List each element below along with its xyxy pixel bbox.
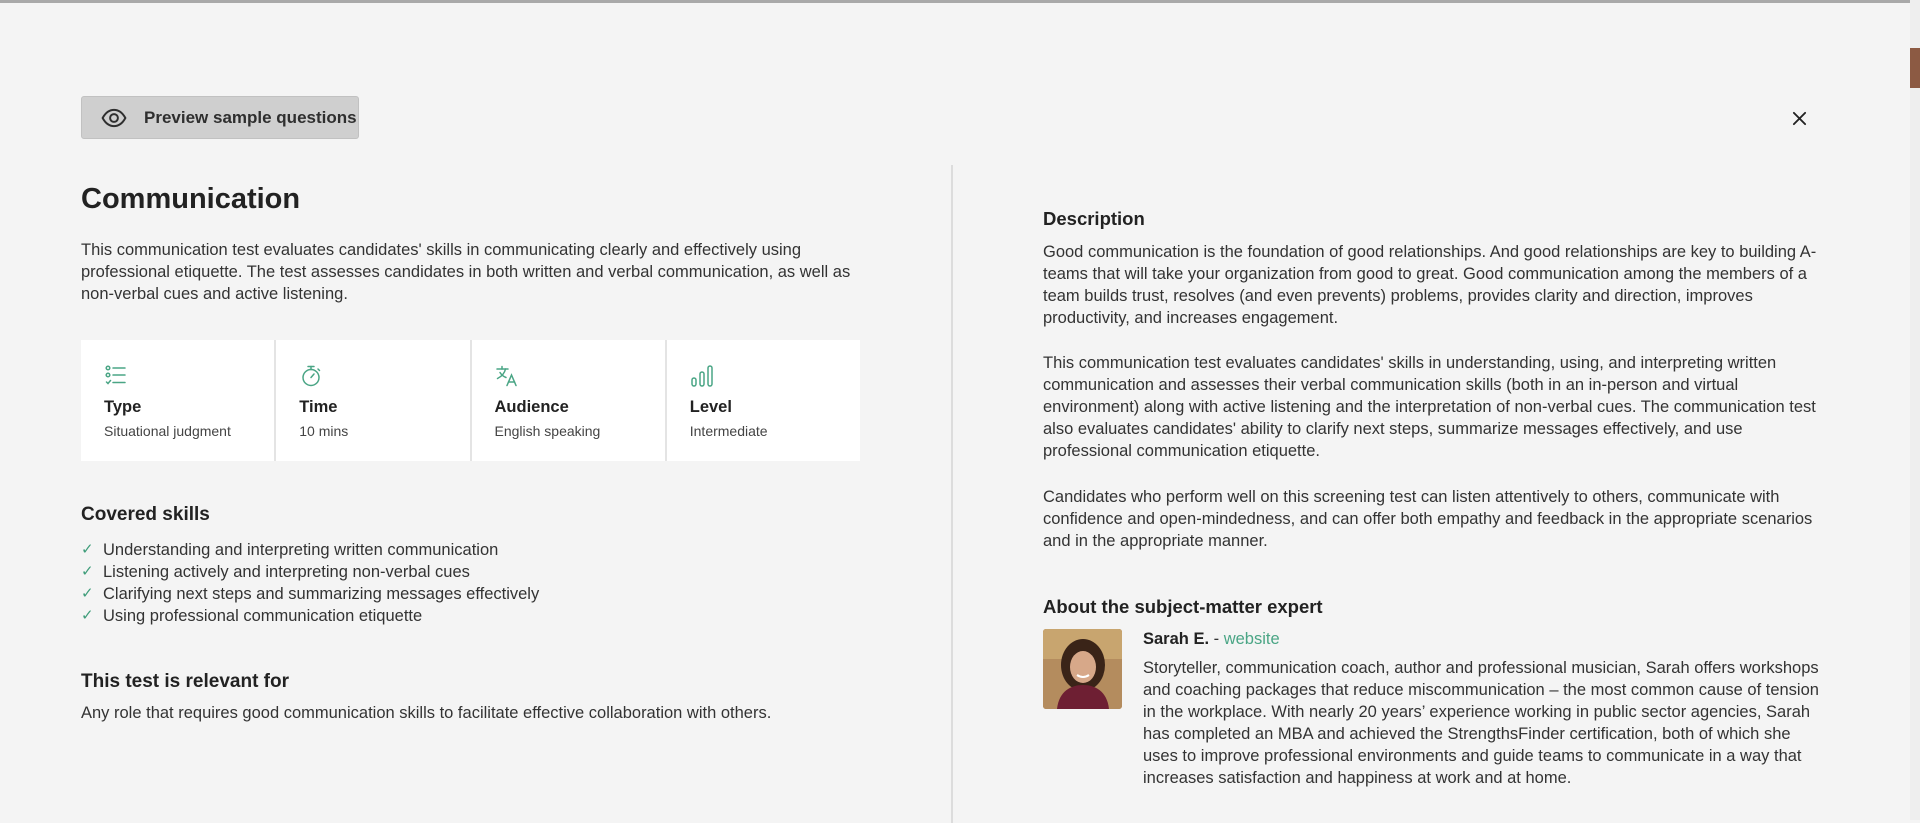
- skill-label: Understanding and interpreting written communication: [103, 541, 499, 559]
- relevant-for-text: Any role that requires good communication skills to facilitate effective collaboration with others.: [81, 704, 772, 722]
- translate-icon: [495, 364, 519, 388]
- info-card-label: Time: [299, 398, 338, 416]
- description-paragraph: This communication test evaluates candidates' skills in understanding, using, and interpreting written communication and assesses their verbal communication skills (both in an in-person and virtual environment) along with active listening and the interpretation of non-verbal cues. The communication test also evaluates candidates' ability to clarify next steps, summarize messages effectively, and use professional communication etiquette.: [1043, 354, 1816, 460]
- info-card-label: Audience: [494, 398, 569, 416]
- skill-label: Using professional communication etiquette: [103, 607, 423, 625]
- close-icon: [1792, 111, 1807, 126]
- info-card-value: English speaking: [494, 423, 601, 439]
- info-card-value: 10 mins: [299, 423, 349, 439]
- description-paragraph: Candidates who perform well on this screening test can listen attentively to others, communicate with confidence and open-mindedness, and can offer both empathy and feedback in the appropriate scenarios and in the appropriate manner.: [1043, 488, 1813, 550]
- test-summary: This communication test evaluates candidates' skills in communicating clearly and effectively using professional etiquette. The test assesses candidates in both written and verbal communication, as well as non-verbal cues and active listening.: [81, 241, 851, 303]
- covered-skills-list: [81, 539, 539, 627]
- expert-name: Sarah E.: [1143, 630, 1210, 648]
- stopwatch-icon: [299, 364, 323, 388]
- relevant-for-heading: This test is relevant for: [81, 671, 290, 692]
- expert-name-line: [1143, 630, 1280, 649]
- expert-bio: Storyteller, communication coach, author and professional musician, Sarah offers workshops and coaching packages that reduce miscommunication – the most common cause of tension in the workplace. With nearly 20 years’ experience working in public sector agencies, Sarah has completed an MBA and achieved the StrengthsFinder certification, both of which she uses to improve professional environments and guide teams to communicate in a way that increases satisfaction and happiness at work and at home.: [1143, 659, 1819, 787]
- checklist-icon: [104, 364, 128, 388]
- expert-heading: About the subject-matter expert: [1043, 596, 1323, 617]
- scrollbar-thumb[interactable]: [1910, 48, 1920, 88]
- column-divider: [951, 165, 953, 823]
- check-icon: ✓: [81, 541, 94, 558]
- test-info-cards: [81, 340, 860, 461]
- level-bars-icon: [690, 364, 714, 388]
- info-card-level: [667, 340, 860, 461]
- name-separator: -: [1209, 630, 1224, 648]
- scrollbar[interactable]: [1910, 0, 1920, 820]
- covered-skills-heading: Covered skills: [81, 504, 210, 525]
- check-icon: ✓: [81, 563, 94, 580]
- skill-label: Clarifying next steps and summarizing messages effectively: [103, 585, 540, 603]
- list-item: [81, 605, 539, 627]
- avatar: [1043, 629, 1122, 709]
- check-icon: ✓: [81, 585, 94, 602]
- info-card-value: Situational judgment: [104, 423, 231, 439]
- skill-label: Listening actively and interpreting non-verbal cues: [103, 563, 470, 581]
- list-item: [81, 561, 539, 583]
- expert-website-link[interactable]: website: [1223, 630, 1280, 648]
- info-card-label: Level: [689, 398, 732, 416]
- description-paragraph: Good communication is the foundation of good relationships. And good relationships are key to building A-teams that will take your organization from good to great. Good communication among the members of a team builds trust, resolves (and even prevents) problems, provides clarity and direction, improves productivity, and increases engagement.: [1043, 243, 1817, 327]
- test-title: Communication: [81, 183, 301, 215]
- description-heading: Description: [1043, 208, 1145, 229]
- test-details-modal: [0, 3, 1908, 820]
- info-card-time: [276, 340, 469, 461]
- list-item: [81, 583, 539, 605]
- info-card-label: Type: [104, 398, 142, 416]
- info-card-type: [81, 340, 274, 461]
- check-icon: ✓: [81, 607, 94, 624]
- close-button[interactable]: [1788, 107, 1810, 129]
- info-card-audience: [472, 340, 665, 461]
- info-card-value: Intermediate: [689, 423, 768, 439]
- eye-icon: [101, 105, 127, 131]
- list-item: [81, 539, 539, 561]
- preview-sample-questions-button[interactable]: [81, 96, 359, 139]
- preview-button-label: Preview sample questions: [144, 107, 357, 127]
